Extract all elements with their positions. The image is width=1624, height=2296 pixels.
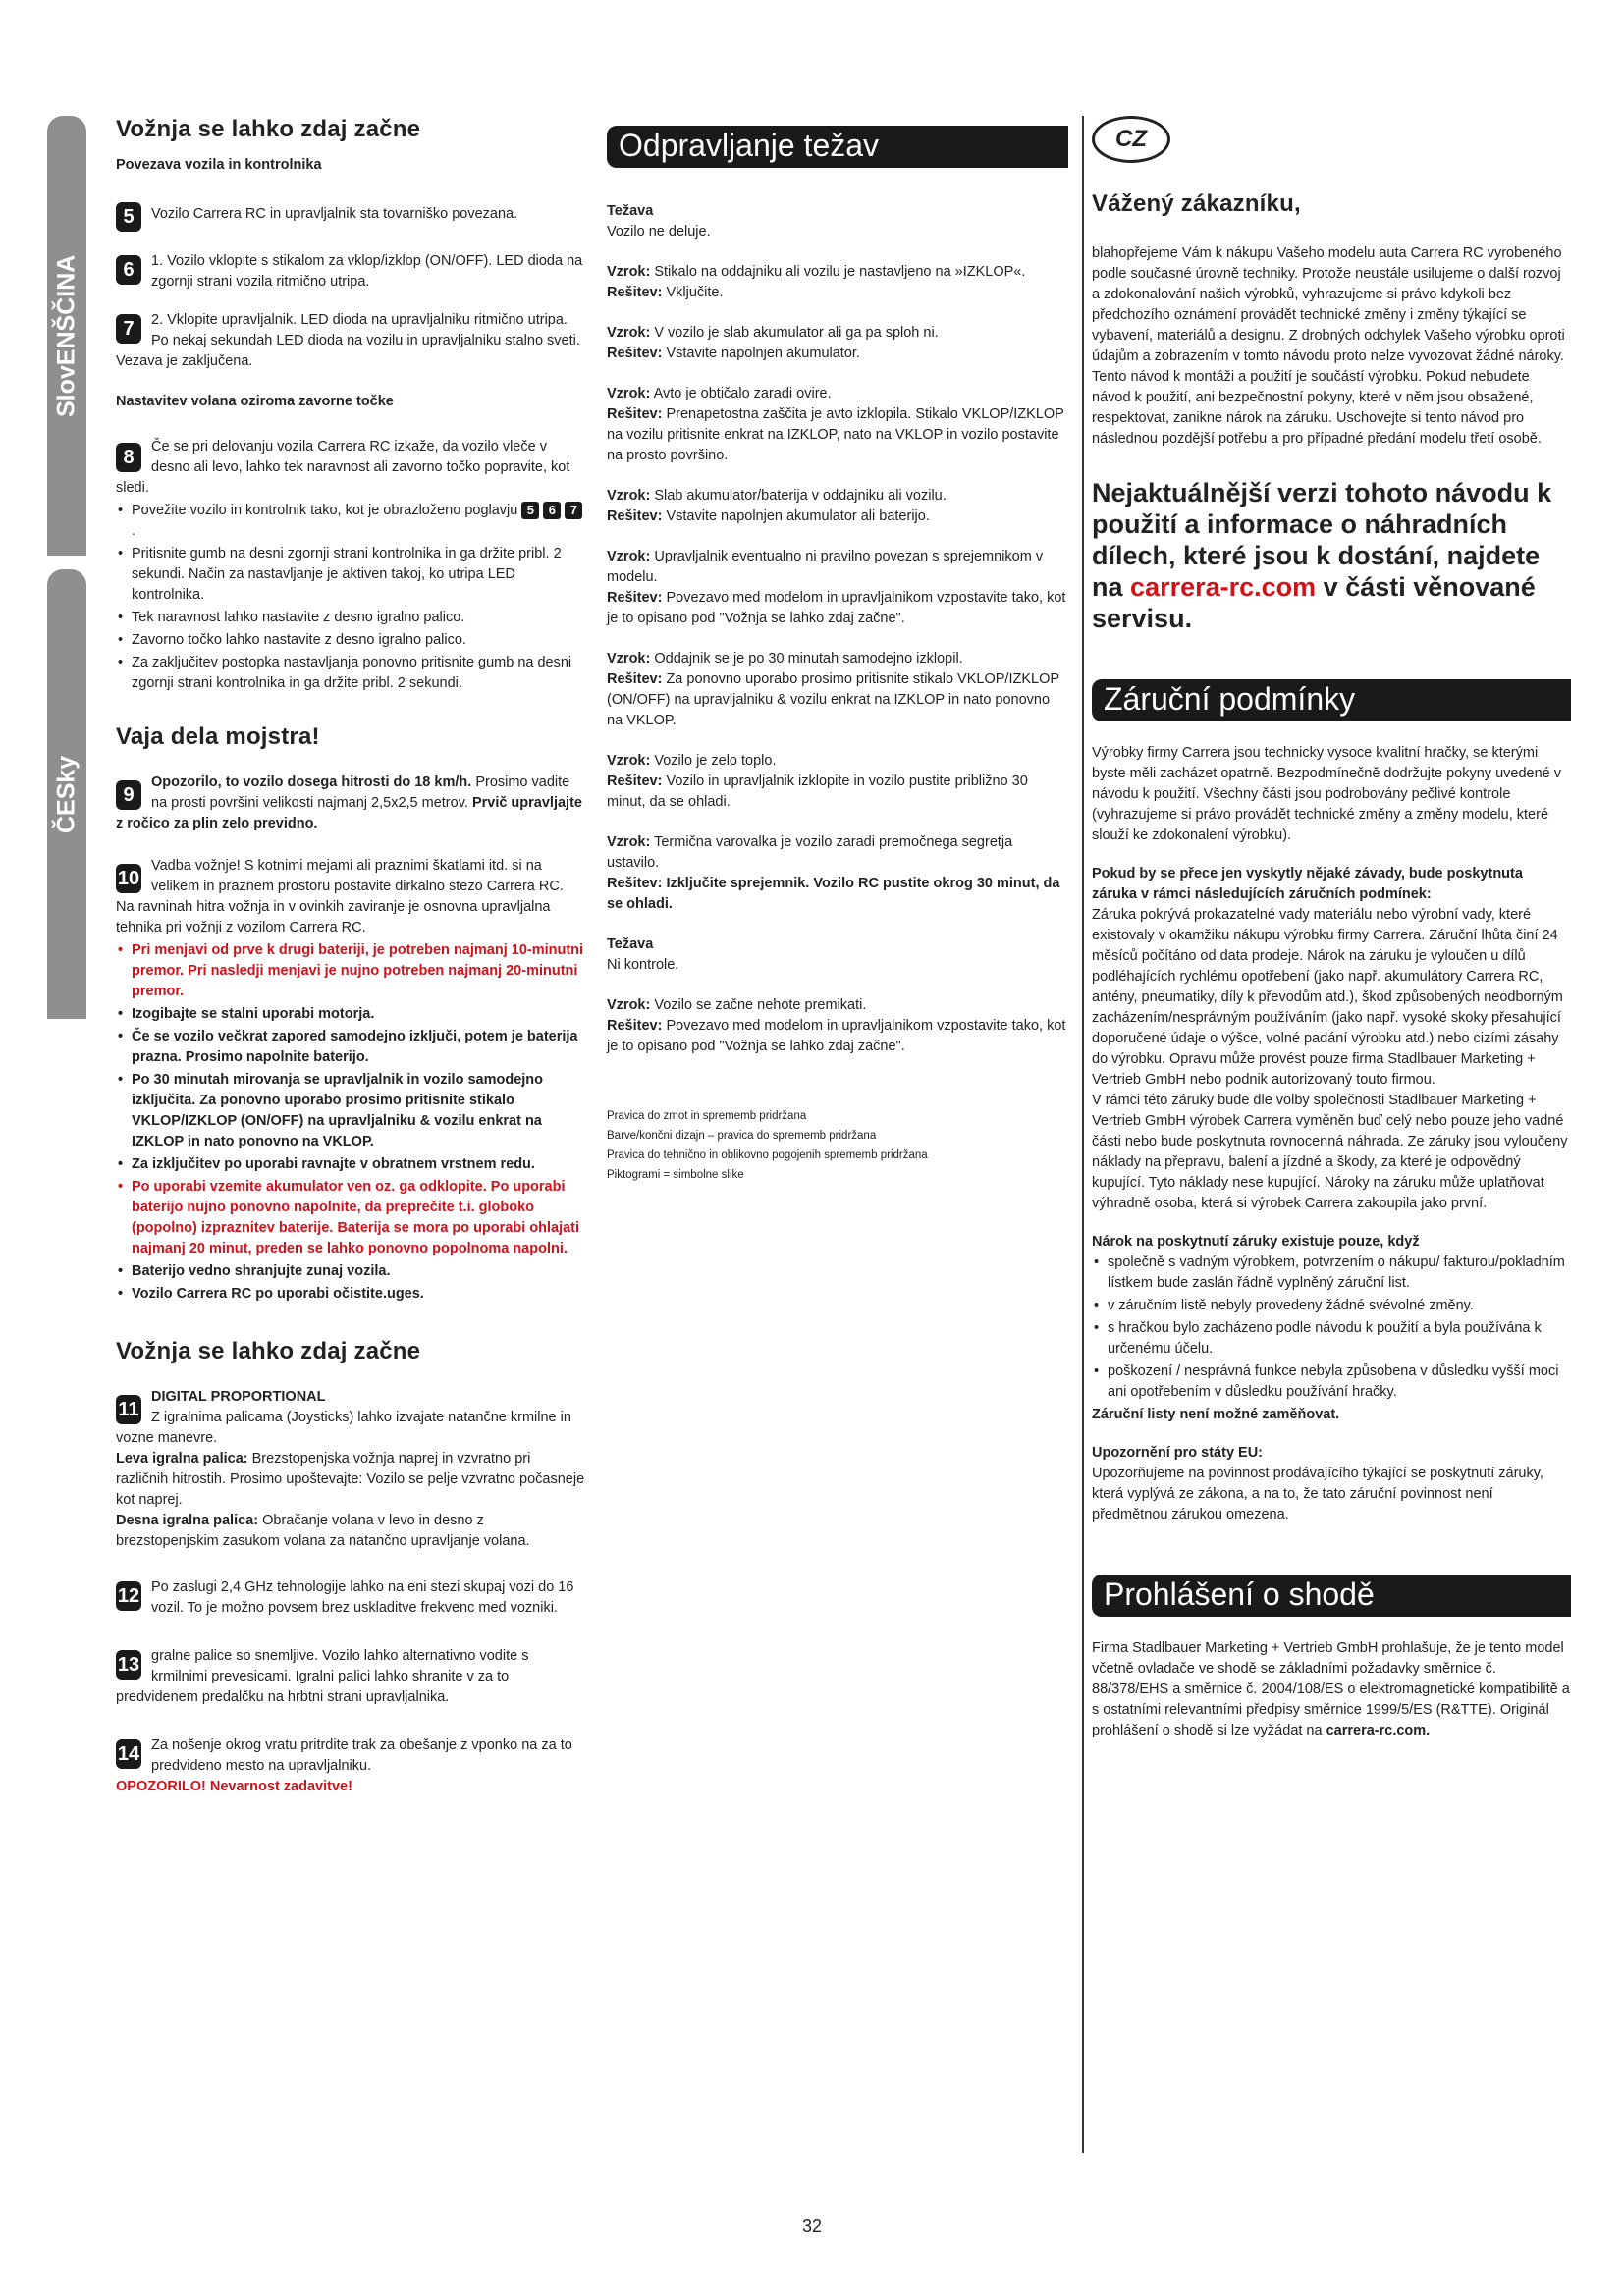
problem-text: Vozilo ne deluje. (607, 224, 711, 240)
list-item: • Povežite vozilo in kontrolnik tako, kot je obrazloženo poglavju 5 6 7 . (116, 501, 585, 542)
cause-solution-6 (607, 649, 1068, 731)
note: Pravica do tehnično in oblikovno pogojenih sprememb pridržana (607, 1149, 928, 1161)
page-number: 32 (801, 2216, 823, 2236)
step-number: 8 (116, 443, 141, 472)
conformity-title: Prohlášení o shodě (1092, 1575, 1571, 1617)
left-stick-label: Leva igralna palica: (116, 1451, 248, 1467)
list-item: • Če se vozilo večkrat zapored samodejno izključi, potem je baterija prazna. Prosimo napolnite baterijo. (116, 1027, 585, 1068)
list-item: • Pritisnite gumb na desni zgornji strani kontrolnika in ga držite pribl. 2 sekundi. Način za nastavljanje je aktiven takoj, ko utripa LED kontrolnika. (116, 544, 585, 606)
list-item-text: Povežite vozilo in kontrolnik tako, kot je obrazloženo poglavju (132, 503, 518, 518)
eu-text: Upozorňujeme na povinnost prodávajícího týkající se poskytnutí záruky, která vyplývá ze zákona, a na to, že tato záruční povinnost není předmětnou zárukou omezena. (1092, 1466, 1543, 1522)
strangulation-warning: OPOZORILO! Nevarnost zadavitve! (116, 1779, 352, 1794)
step-number: 13 (116, 1650, 141, 1680)
step-11 (116, 1387, 585, 1552)
list-item: • v záručním listě nebyly provedeny žádné svévolné změny. (1092, 1296, 1571, 1316)
list-item: • poškození / nesprávná funkce nebyla způsobena v důsledku vyšší moci ani opotřebením v důsledku používání hračky. (1092, 1362, 1571, 1403)
solution-paragraph (607, 507, 1068, 527)
column-troubleshooting (607, 116, 1068, 1185)
cause-paragraph (607, 384, 1068, 404)
cause-paragraph (607, 486, 1068, 507)
section-title-start: Vožnja se lahko zdaj začne (116, 116, 421, 142)
cause-solution-9 (607, 995, 1068, 1057)
step-number: 10 (116, 864, 141, 893)
step-7-followup: Po nekaj sekundah LED dioda na vozilu in upravljalniku stalno sveti. Vezava je zaključena. (116, 333, 580, 369)
step-text: Po zaslugi 2,4 GHz tehnologije lahko na eni stezi skupaj vozi do 16 vozil. To je možno povsem brez uskladitve frekvenc med vozniki. (151, 1579, 574, 1616)
troubleshooting-title: Odpravljanje težav (607, 126, 1068, 168)
step-6 (116, 247, 585, 293)
warranty-coverage: Záruka pokrývá prokazatelné vady materiálu nebo výrobní vady, které existovaly v okamžiku nákupu výrobku firmy Carrera. Záruční lhůta činí 24 měsíců počítáno od data prodeje. Nárok na záruku je vyloučen u dílů podléhajících rychlému opotřebení (jako např. akumulátory Carrera RC, antény, pneumatiky, díly k převodům atd.), škod způsobených neodborným zacházením/nesprávným používáním (jako např. vysoké skoky přesahující doporučené údaje o výšce, volné padání výrobku atd.) nebo cizími zásahy do výrobku. Opravu může provést pouze firma Stadlbauer Marketing + Vertrieb GmbH nebo podnik autorizovaný touto firmou. (1092, 907, 1563, 1088)
notes (607, 1106, 1068, 1185)
list-item: • Tek naravnost lahko nastavite z desno igralno palico. (116, 608, 585, 628)
solution-text: Za ponovno uporabo prosimo pritisnite stikalo VKLOP/IZKLOP (ON/OFF) na upravljalniku & vozilu enkrat na IZKLOP in nato ponovno na VKLOP. (607, 671, 1059, 728)
column-divider (1082, 116, 1084, 2153)
left-stick-paragraph (116, 1449, 585, 1511)
solution-text: Vstavite napolnjen akumulator ali baterijo. (666, 508, 930, 524)
conformity-text: Firma Stadlbauer Marketing + Vertrieb GmbH prohlašuje, že je tento model včetně ovladače ve shodě se základními požadavky směrnice č. 88/378/EHS a směrnice č. 2004/108/ES o elektromagnetické kompatibilitě a s ostatními relevantními předpisy směrnice 1999/5/ES (R&TTE). Originál prohlášení o shodě si lze vyžádat na (1092, 1640, 1570, 1738)
section-title-practice: Vaja dela mojstra! (116, 723, 320, 750)
claim-list (1092, 1253, 1571, 1403)
cause-solution-8 (607, 832, 1068, 915)
solution-paragraph (607, 588, 1068, 629)
solution-label: Rešitev: (607, 406, 663, 422)
left-stick-text: Brezstopenjska vožnja naprej in vzvratno pri različnih hitrostih. Prosimo upoštevajte: Vozilo se pelje vzvratno počasneje kot naprej. (116, 1451, 585, 1508)
solution-label: Rešitev: (607, 508, 663, 524)
step-text: Za nošenje okrog vratu pritrdite trak za obešanje z vponko na za to predvideno mesto na upravljalniku. (151, 1737, 572, 1774)
cause-text: Slab akumulator/baterija v oddajniku ali vozilu. (654, 488, 947, 504)
solution-label: Rešitev: (607, 671, 663, 687)
step-text: Vadba vožnje! S kotnimi mejami ali praznimi škatlami itd. si na velikem in praznem prostoru postavite dirkalno stezo Carrera RC. Na ravninah hitra vožnja in v ovinkih zaviranje je osnovna upravljalna tehnika pri vožnji z vozilom Carrera RC. (116, 858, 564, 935)
right-stick-label: Desna igralna palica: (116, 1513, 259, 1528)
cause-paragraph (607, 547, 1068, 588)
step-number: 9 (116, 780, 141, 810)
cause-label: Vzrok: (607, 325, 651, 341)
solution-label: Rešitev: (607, 346, 663, 361)
list-item: • Baterijo vedno shranjujte zunaj vozila. (116, 1261, 585, 1282)
solution-text: Vozilo in upravljalnik izklopite in vozilo pustite približno 30 minut, da se ohladi. (607, 774, 1028, 810)
step-ref-5: 5 (521, 502, 539, 519)
cause-paragraph (607, 751, 1068, 772)
solution-label: Rešitev: (607, 285, 663, 300)
warranty-intro: Výrobky firmy Carrera jsou technicky vysoce kvalitní hračky, se kterými byste měli zacházet opatrně. Bezpodmínečně dodržujte pokyny uvedené v návodu k použití. Všechny části jsou podrobovány pečlivé kontrole (vyhrazujeme si právo provádět technické změny a změny modelu, které slouží ke zdokonalení výrobku). (1092, 745, 1561, 843)
steering-list (116, 501, 585, 694)
solution-paragraph (607, 669, 1068, 731)
section-title-start-2: Vožnja se lahko zdaj začne (116, 1338, 421, 1364)
step-text: 2. Vklopite upravljalnik. LED dioda na upravljalniku ritmično utripa. (151, 312, 568, 328)
cause-label: Vzrok: (607, 753, 651, 769)
list-item: • s hračkou bylo zacházeno podle návodu k použití a byla používána k určenému účelu. (1092, 1318, 1571, 1360)
cause-solution-1 (607, 262, 1068, 303)
cause-text: Upravljalnik eventualno ni pravilno povezan s sprejemnikom v modelu. (607, 549, 1044, 585)
solution-text: Povezavo med modelom in upravljalnikom vzpostavite tako, kot je to opisano pod "Vožnja se lahko zdaj začne". (607, 1018, 1066, 1054)
step-ref-6: 6 (543, 502, 561, 519)
cause-paragraph (607, 262, 1068, 283)
step-9-text: Prosimo vadite na prosti površini velikosti najmanj 2,5x2,5 metrov. (151, 774, 570, 811)
step-10 (116, 856, 585, 938)
intro-paragraph: blahopřejeme Vám k nákupu Vašeho modelu auta Carrera RC vyrobeného podle současné úrovně techniky. Protože neustále usilujeme o další rozvoj a zdokonalování našich výrobků, vyhrazujeme si právo kdykoli bez předchozího oznámení provádět technické změny i změny týkající se vybavení, materiálů a designu. Z drobných odchylek Vašeho výrobku oproti údajům a zobrazením v tomto návodu proto nelze vyvozovat žádné nároky. Tento návod k montáži a použití je součástí výrobku. Pokud nebudete návod k použití, ani bezpečnostní pokyny, které v něm jsou obsažené, respektovat, zanikne nárok na záruku. Uschovejte si tento návod pro následnou pozdější potřebu a pro případné předání modelu třetí osobě. (1092, 245, 1565, 447)
step-9 (116, 773, 585, 834)
list-item-warning: • Pri menjavi od prve k drugi bateriji, je potreben najmanj 10-minutni premor. Pri nasledji menjavi je nujno potreben najmanj 20-minutni premor. (116, 940, 585, 1002)
right-stick-paragraph (116, 1511, 585, 1552)
column-slovenian (116, 116, 585, 1813)
cause-paragraph (607, 649, 1068, 669)
warranty-conditions-head: Pokud by se přece jen vyskytly nějaké závady, bude poskytnuta záruka v rámci následujících záručních podmínek: (1092, 866, 1523, 902)
step-number: 12 (116, 1581, 141, 1611)
list-item: • Po 30 minutah mirovanja se upravljalnik in vozilo samodejno izključita. Za ponovno uporabo prosimo pritisnite stikalo VKLOP/IZKLOP (ON/OFF) na upravljalniku & vozilu enkrat na IZKLOP in nato ponovno na VKLOP. (116, 1070, 585, 1152)
cause-text: V vozilo je slab akumulator ali ga pa sploh ni. (654, 325, 939, 341)
cause-label: Vzrok: (607, 997, 651, 1013)
solution-paragraph (607, 344, 1068, 364)
side-tab-slovenian-label: SlovENŠČINA (52, 254, 81, 417)
side-tab-czech (47, 569, 86, 1019)
subheading-steering: Nastavitev volana oziroma zavorne točke (116, 394, 394, 409)
step-number: 5 (116, 202, 141, 232)
cause-text: Stikalo na oddajniku ali vozilu je nastavljeno na »IZKLOP«. (654, 264, 1026, 280)
column-czech (1092, 116, 1571, 1741)
step-number: 6 (116, 255, 141, 285)
step-number: 11 (116, 1395, 141, 1424)
step-11-head: DIGITAL PROPORTIONAL (151, 1389, 326, 1405)
cause-label: Vzrok: (607, 386, 651, 401)
step-8 (116, 435, 585, 499)
conformity-link[interactable]: carrera-rc.com. (1326, 1723, 1431, 1738)
cause-solution-3 (607, 384, 1068, 466)
note: Pravica do zmot in sprememb pridržana (607, 1110, 807, 1122)
step-text: gralne palice so snemljive. Vozilo lahko alternativno vodite s krmilnimi prevesicami. Igralni palici lahko shranite v za to predvidenem predalčku na hrbtni strani upravljalnika. (116, 1648, 529, 1705)
step-text: 1. Vozilo vklopite s stikalom za vklop/izklop (ON/OFF). LED dioda na zgornji strani vozila ritmično utripa. (151, 253, 583, 290)
problem-block (607, 201, 1068, 242)
step-text: Z igralnima palicama (Joysticks) lahko izvajate natančne krmilne in vozne manevre. (116, 1410, 571, 1446)
cause-label: Vzrok: (607, 264, 651, 280)
greeting: Vážený zákazníku, (1092, 190, 1301, 217)
step-ref-7: 7 (565, 502, 582, 519)
problem-block-2 (607, 934, 1068, 976)
claim-tail: Záruční listy není možné zaměňovat. (1092, 1407, 1340, 1422)
cause-text: Vozilo se začne nehote premikati. (654, 997, 867, 1013)
step-text: Vozilo Carrera RC in upravljalnik sta tovarniško povezana. (151, 206, 518, 222)
solution-text: Vključite. (666, 285, 724, 300)
step-13 (116, 1642, 585, 1708)
cause-solution-4 (607, 486, 1068, 527)
solution-paragraph (607, 283, 1068, 303)
list-item: • Zavorno točko lahko nastavite z desno igralno palico. (116, 630, 585, 651)
list-item: • Izogibajte se stalni uporabi motorja. (116, 1004, 585, 1025)
website-link[interactable]: carrera-rc.com (1130, 572, 1317, 602)
solution-label: Rešitev: (607, 590, 663, 606)
step-14 (116, 1732, 585, 1797)
step-7 (116, 306, 585, 372)
side-tab-czech-label: ČESky (52, 755, 81, 833)
cause-text: Avto je obtičalo zaradi ovire. (653, 386, 832, 401)
cause-label: Vzrok: (607, 651, 651, 667)
solution-text: Povezavo med modelom in upravljalnikom vzpostavite tako, kot je to opisano pod "Vožnja se lahko zdaj začne". (607, 590, 1066, 626)
solution-text: Izključite sprejemnik. Vozilo RC pustite okrog 30 minut, da se ohladi. (607, 876, 1060, 912)
solution-paragraph (607, 874, 1068, 915)
cause-solution-2 (607, 323, 1068, 364)
notice-text-a: Nejaktuálnější verzi tohoto návodu k použití a informace o náhradních dílech, které jsou k dostání, najdete na (1092, 478, 1552, 602)
step-number: 14 (116, 1739, 141, 1769)
problem-text: Ni kontrole. (607, 957, 679, 973)
cause-solution-5 (607, 547, 1068, 629)
side-tab-slovenian (47, 116, 86, 556)
step-12 (116, 1574, 585, 1619)
cause-solution-7 (607, 751, 1068, 813)
note: Piktogrami = simbolne slike (607, 1169, 744, 1181)
cause-paragraph (607, 995, 1068, 1016)
cause-label: Vzrok: (607, 549, 651, 564)
step-9-paragraph (116, 773, 585, 834)
solution-text: Prenapetostna zaščita je avto izklopila. Stikalo VKLOP/IZKLOP na vozilu pritisnite enkrat na IZKLOP, nato na VKLOP in vozilo postavite na prosto površino. (607, 406, 1064, 463)
list-item: • společně s vadným výrobkem, potvrzením o nákupu/ fakturou/pokladním lístkem bude zaslán řádně vyplněný záruční list. (1092, 1253, 1571, 1294)
claim-head: Nárok na poskytnutí záruky existuje pouze, když (1092, 1234, 1420, 1250)
step-text: Če se pri delovanju vozila Carrera RC izkaže, da vozilo vleče v desno ali levo, lahko tek naravnost ali zavorno točko popravite, kot sledi. (116, 439, 570, 496)
solution-label: Rešitev: (607, 876, 663, 891)
problem-label: Težava (607, 936, 654, 952)
eu-head: Upozornění pro státy EU: (1092, 1445, 1264, 1461)
cause-paragraph (607, 323, 1068, 344)
note: Barve/končni dizajn – pravica do sprememb pridržana (607, 1130, 877, 1142)
list-item-warning: • Po uporabi vzemite akumulator ven oz. ga odklopite. Po uporabi baterijo nujno ponovno napolnite, da preprečite t.i. globoko (popolno) izpraznitev baterije. Baterija se mora po uporabi ohlajati najmanj 20 minut, preden se lahko ponovno popolnoma napolni. (116, 1177, 585, 1259)
step-references (521, 502, 582, 519)
subheading-binding: Povezava vozila in kontrolnika (116, 157, 322, 173)
cause-text: Oddajnik se je po 30 minutah samodejno izklopil. (654, 651, 963, 667)
step-9-warning: Opozorilo, to vozilo dosega hitrosti do 18 km/h. (151, 774, 472, 790)
cause-text: Termična varovalka je vozilo zaradi premočnega segretja ustavilo. (607, 834, 1013, 871)
language-badge: CZ (1092, 116, 1170, 163)
solution-paragraph (607, 772, 1068, 813)
notice-text-b: v části věnované servisu. (1092, 572, 1536, 633)
latest-version-notice (1092, 477, 1571, 634)
solution-label: Rešitev: (607, 774, 663, 789)
cause-label: Vzrok: (607, 834, 651, 850)
warranty-title: Záruční podmínky (1092, 679, 1571, 721)
step-number: 7 (116, 314, 141, 344)
driving-tips-list (116, 940, 585, 1305)
list-item: • Za zaključitev postopka nastavljanja ponovno pritisnite gumb na desni zgornji strani kontrolnika in ga držite pribl. 2 sekundi. (116, 653, 585, 694)
step-9-throttle: Prvič upravljajte z ročico za plin zelo previdno. (116, 795, 582, 831)
cause-paragraph (607, 832, 1068, 874)
right-stick-text: Obračanje volana v levo in desno z brezstopenjskim zasukom volana za natančno upravljanje volana. (116, 1513, 530, 1549)
list-item: • Za izključitev po uporabi ravnajte v obratnem vrstnem redu. (116, 1154, 585, 1175)
solution-paragraph (607, 404, 1068, 466)
conformity-paragraph (1092, 1638, 1571, 1741)
cause-label: Vzrok: (607, 488, 651, 504)
solution-paragraph (607, 1016, 1068, 1057)
warranty-replacement: V rámci této záruky bude dle volby společnosti Stadlbauer Marketing + Vertrieb GmbH výrobek Carrera vyměněn buď celý nebo pouze jeho vadné části nebo bude poskytnuta rovnocenná náhrada. Ze záruky jsou vyloučeny náklady na přepravu, balení a jízdné a škody, za které je odpovědný kupující. Tyto náklady nese kupující. Nároky na záruku může uplatňovat výhradně osoba, která si výrobek Carrera zakoupila jako první. (1092, 1093, 1568, 1211)
problem-label: Težava (607, 203, 654, 219)
cause-text: Vozilo je zelo toplo. (654, 753, 777, 769)
step-5 (116, 194, 585, 234)
solution-text: Vstavite napolnjen akumulator. (666, 346, 860, 361)
solution-label: Rešitev: (607, 1018, 663, 1034)
list-item: • Vozilo Carrera RC po uporabi očistite.uges. (116, 1284, 585, 1305)
